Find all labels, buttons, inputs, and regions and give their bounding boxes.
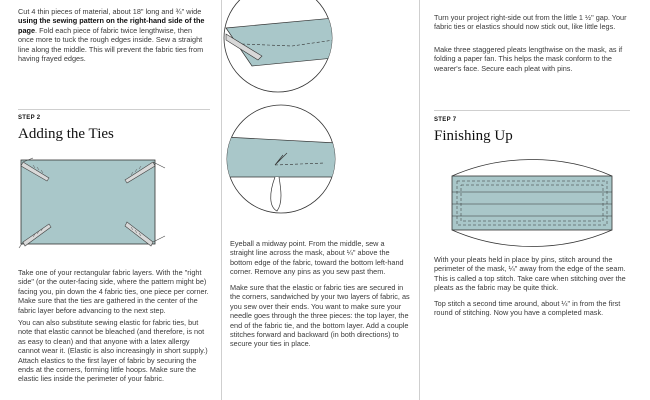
mask-body xyxy=(452,176,612,230)
pleats-paragraph: Make three staggered pleats lengthwise on the mask, as if folding a paper fan. This helps the mask conform to the wearer's face. Secure each pleat with pins. xyxy=(434,45,623,73)
step-7-label: STEP 7 xyxy=(434,117,457,123)
turn-right-side-paragraph: Turn your project right-side out from the little 1 ½" gap. Your fabric ties or elastics should now stick out, like little legs. xyxy=(434,13,627,32)
step-7-title: Finishing Up xyxy=(434,128,513,144)
section-rule-step2 xyxy=(18,109,210,110)
intro-paragraph: Cut 4 thin pieces of material, about 18" long and ¾" wide using the sewing pattern on the right-hand side of the page. Fold each piece of fabric twice lengthwise, then once more to tuck the rough edges inside. Sew a straight line along the middle. This will prevent the fabric ties from having frayed edges. xyxy=(18,7,205,64)
fold-detail-illustration-bottom xyxy=(225,107,345,217)
section-rule-step7 xyxy=(434,110,630,111)
step-7-paragraph-2: Top stitch a second time around, about ¼" in from the first round of stitching. Now you have a completed mask. xyxy=(434,299,621,318)
finished-mask-illustration xyxy=(442,158,622,248)
step-2-title: Adding the Ties xyxy=(18,126,114,142)
step-2-paragraph-2: You can also substitute sewing elastic for fabric ties, but note that elastic cannot be bleached (and therefore, is not as easy to clean) and that anyone with a latex allergy cannot wear it. (Elastic is also increasingly in short supply.) Attach elastics to the first layer of fabric by securing the ends at the corners, forming little hoops. Make sure the elastic lies inside the perimeter of your fabric. xyxy=(18,318,208,384)
step-midway-paragraph: Eyeball a midway point. From the middle, sew a straight line across the mask, about ¼" above the bottom edge of the fabric, toward the bottom left-hand corner. Remove any pins as you sew past them. xyxy=(230,239,404,277)
fold-detail-illustration-top xyxy=(222,0,342,88)
step-secure-ties-paragraph: Make sure that the elastic or fabric ties are secured in the corners, sandwiched by your two layers of fabric, as you sew over their ends. You want to make sure your needle goes through the three pieces: the top layer, the end of the fabric tie, and the bottom layer. Add a couple stitches forward and backward (in both directions) to secure your ties in place. xyxy=(230,283,410,349)
fabric-ties-illustration xyxy=(19,156,169,248)
step-2-label: STEP 2 xyxy=(18,115,41,121)
intro-bold-text: using the sewing pattern on the right-hand side of the page xyxy=(18,16,205,35)
step-7-paragraph-1: With your pleats held in place by pins, stitch around the perimeter of the mask, ¼" away from the edge of the seam. This is called a top stitch. Take care when stitching over the pleats as the fabric may be quite thick. xyxy=(434,255,626,293)
column-divider-right xyxy=(419,0,420,400)
step-2-paragraph-1: Take one of your rectangular fabric layers. With the "right side" (or the outer-facing side, where the pattern might be) facing you, pin down the 4 fabric ties, one piece per corner. Make sure that the ties are gathered in the center of the fabric layer before advancing to the next step. xyxy=(18,268,209,315)
